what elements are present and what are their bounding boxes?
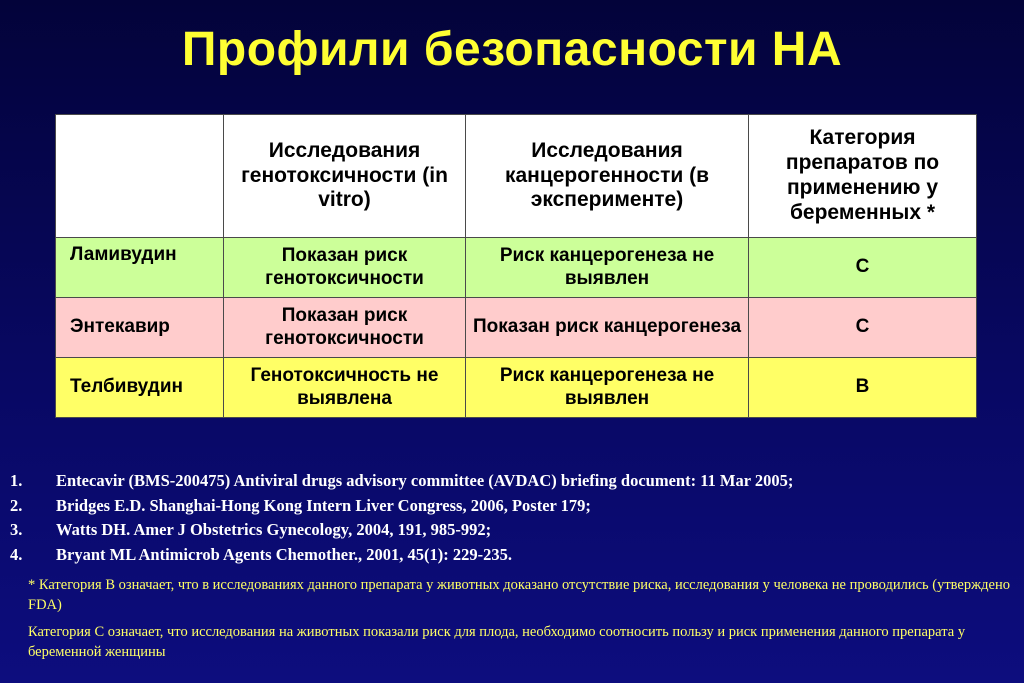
reference-item xyxy=(10,469,1010,494)
drug-name: Телбивудин xyxy=(56,358,224,418)
header-genotoxicity: Исследования генотоксичности (in vitro) xyxy=(224,115,466,238)
reference-list xyxy=(10,469,1010,567)
reference-text: Bridges E.D. Shanghai-Hong Kong Intern Liver Congress, 2006, Poster 179; xyxy=(56,495,591,515)
footnote-category-c: Категория С означает, что исследования на животных показали риск для плода, необходимо соотносить пользу и риск применения данного препарата у беременной женщины xyxy=(28,624,966,660)
table-row xyxy=(56,358,977,418)
pregnancy-category-value: В xyxy=(749,358,977,418)
reference-item xyxy=(10,494,1010,519)
table-row xyxy=(56,238,977,298)
pregnancy-category-value: С xyxy=(749,238,977,298)
reference-number: 3. xyxy=(10,520,23,539)
table-header-row xyxy=(56,115,977,238)
carcinogenicity-value: Показан риск канцерогенеза xyxy=(466,298,749,358)
header-pregnancy-category: Категория препаратов по применению у беременных * xyxy=(749,115,977,238)
pregnancy-category-value: С xyxy=(749,298,977,358)
reference-text: Bryant ML Antimicrob Agents Chemother., 2001, 45(1): 229-235. xyxy=(56,544,513,564)
carcinogenicity-value: Риск канцерогенеза не выявлен xyxy=(466,238,749,298)
reference-item xyxy=(10,518,1010,543)
carcinogenicity-value: Риск канцерогенеза не выявлен xyxy=(466,358,749,418)
genotoxicity-value: Показан риск генотоксичности xyxy=(224,238,466,298)
footnote-category-b: * Категория В означает, что в исследованиях данного препарата у животных доказано отсутствие риска, исследования у человека не проводились (утверждено FDA) xyxy=(28,577,1010,613)
slide-title: Профили безопасности НА xyxy=(181,23,843,76)
header-carcinogenicity: Исследования канцерогенности (в эксперименте) xyxy=(466,115,749,238)
reference-item xyxy=(10,543,1010,568)
reference-number: 2. xyxy=(10,495,23,515)
genotoxicity-value: Генотоксичность не выявлена xyxy=(224,358,466,418)
genotoxicity-value: Показан риск генотоксичности xyxy=(224,298,466,358)
reference-text: Watts DH. Amer J Obstetrics Gynecology, 2004, 191, 985-992; xyxy=(56,520,492,539)
table-row xyxy=(56,298,977,358)
header-cell-empty xyxy=(56,115,224,238)
reference-number: 1. xyxy=(10,471,23,490)
drug-name: Энтекавир xyxy=(56,298,224,358)
reference-text: Entecavir (BMS-200475) Antiviral drugs advisory committee (AVDAC) briefing document: 11 Mar 2005; xyxy=(56,471,794,490)
drug-name: Ламивудин xyxy=(56,238,224,298)
safety-profile-table xyxy=(55,114,977,418)
reference-number: 4. xyxy=(10,544,23,564)
